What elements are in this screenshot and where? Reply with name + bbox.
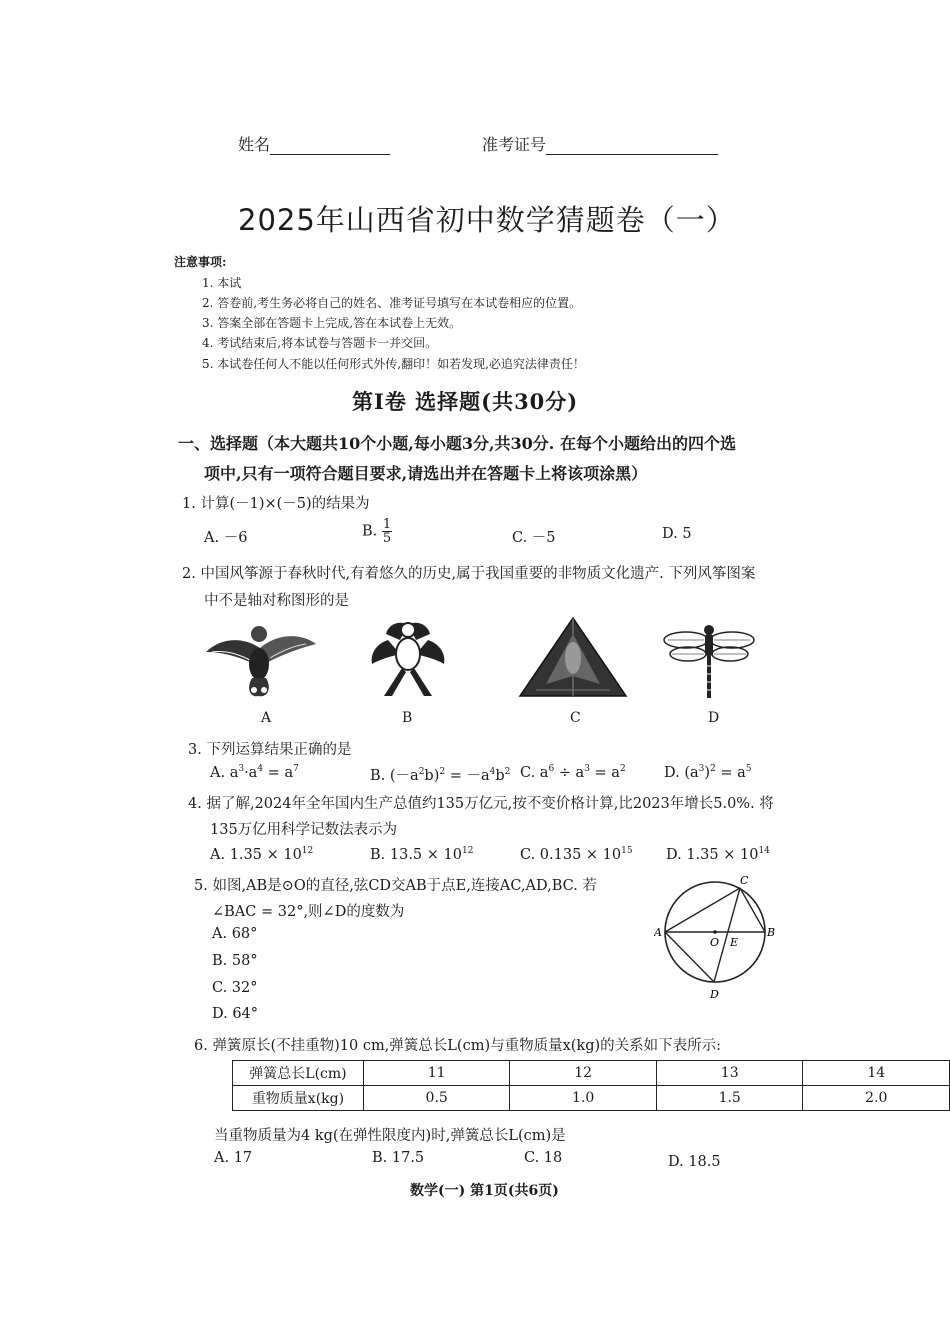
q4b-exp: 12: [461, 846, 474, 856]
table-header-mass: 重物质量x(kg): [233, 1086, 364, 1111]
figure-label-b: B: [767, 926, 776, 939]
page-footer: 数学(一) 第1页(共6页): [410, 1183, 559, 1199]
q3c-t0: C. a: [520, 764, 549, 781]
q5-line1: 5. 如图,AB是⊙O的直径,弦CD交AB于点E,连接AC,AD,BC. 若: [194, 878, 597, 894]
q3d-t0: D. (a: [664, 764, 699, 781]
table-cell: 2.0: [803, 1086, 950, 1111]
q3a-t2: ·a: [244, 764, 258, 781]
q1-b-numerator: 1: [382, 517, 392, 532]
q3-stem: 3. 下列运算结果正确的是: [188, 742, 352, 758]
kite-label-a: A: [261, 710, 272, 726]
q3d-t1: 3: [698, 764, 705, 774]
q4c-base: C. 0.135 × 10: [520, 846, 622, 863]
figure-label-d: D: [710, 988, 719, 1001]
exam-id-label: 准考证号: [482, 135, 547, 154]
q6-option-d: D. 18.5: [668, 1154, 721, 1170]
q4d-base: D. 1.35 × 10: [666, 846, 759, 863]
q1-b-denominator: 5: [382, 531, 392, 546]
q1-option-b: [362, 518, 392, 545]
notes-heading: 注意事项:: [174, 255, 227, 269]
part-one-line1: 一、选择题（本大题共10个小题,每小题3分,共30分. 在每个小题给出的四个选: [178, 434, 736, 453]
q3b-t7: 2: [504, 767, 511, 778]
q3-option-c: [520, 764, 626, 781]
q4-option-d: [666, 846, 770, 863]
table-cell: 0.5: [363, 1086, 510, 1111]
q3b-t4: = －a: [445, 768, 490, 784]
circle-figure: [654, 868, 780, 1004]
q1-option-a: A. －6: [204, 530, 248, 546]
q3-option-a: [210, 764, 299, 781]
figure-label-o: O: [710, 936, 720, 949]
table-header-length: 弹簧总长L(cm): [233, 1061, 364, 1086]
q4-line1: 4. 据了解,2024年全年国内生产总值约135万亿元,按不变价格计算,比2023年增长5.0%. 将: [188, 796, 774, 812]
q3a-t0: A. a: [210, 764, 239, 781]
q4b-base: B. 13.5 × 10: [370, 846, 462, 863]
q4a-base: A. 1.35 × 10: [210, 846, 302, 863]
exam-id-field: [482, 132, 718, 155]
q3b-t6: b: [495, 768, 505, 784]
q3c-t2: ÷ a: [554, 764, 585, 781]
note-5: 5. 本试卷任何人不能以任何形式外传,翻印！如若发现,必追究法律责任！: [202, 357, 585, 371]
figure-label-c: C: [740, 874, 749, 887]
q3d-t4: = a: [715, 764, 746, 781]
table-row: [233, 1061, 950, 1086]
q5-option-b: B. 58°: [212, 953, 258, 969]
q3c-t5: 2: [619, 764, 626, 774]
note-1: 1. 本试: [202, 276, 242, 290]
figure-label-a: A: [654, 926, 662, 939]
q5-option-d: D. 64°: [212, 1006, 259, 1022]
q3a-t4: = a: [263, 764, 294, 781]
name-label: 姓名: [238, 135, 271, 154]
note-4: 4. 考试结束后,将本试卷与答题卡一并交回。: [202, 336, 438, 350]
table-cell: 1.0: [510, 1086, 657, 1111]
spring-table: [232, 1060, 950, 1111]
q6-stem: 6. 弹簧原长(不挂重物)10 cm,弹簧总长L(cm)与重物质量x(kg)的关系如下表所示:: [194, 1038, 722, 1054]
q3d-t2: ): [704, 764, 711, 781]
table-row: [233, 1086, 950, 1111]
q1-option-c: C. －5: [512, 530, 556, 546]
part-one-line2: 项中,只有一项符合题目要求,请选出并在答题卡上将该项涂黑）: [204, 464, 648, 483]
q5-option-c: C. 32°: [212, 980, 258, 996]
q1-option-d: D. 5: [662, 526, 692, 542]
q4-option-c: [520, 846, 633, 863]
table-cell: 13: [656, 1061, 803, 1086]
kite-label-d: D: [708, 710, 720, 726]
q4-option-b: [370, 846, 473, 863]
q6-option-b: B. 17.5: [372, 1150, 425, 1166]
q1-stem: 1. 计算(－1)×(－5)的结果为: [182, 496, 370, 512]
q3b-t0: B. (－a: [370, 768, 419, 784]
kite-d-image: [662, 620, 756, 700]
q3a-t5: 7: [293, 764, 299, 774]
figure-label-e: E: [730, 936, 739, 949]
q3b-t5: 4: [489, 767, 496, 778]
q3-option-b: [370, 764, 510, 785]
q3d-t3: 2: [710, 764, 716, 774]
kite-a-image: [202, 618, 318, 700]
q1-option-b-prefix: B.: [362, 523, 378, 540]
q2-line2: 中不是轴对称图形的是: [204, 593, 349, 609]
section-title: 第Ⅰ卷 选择题(共30分): [352, 389, 579, 414]
q4-line2: 135万亿用科学记数法表示为: [210, 822, 398, 838]
q3b-t1: 2: [418, 767, 425, 778]
note-3: 3. 答案全部在答题卡上完成,答在本试卷上无效。: [202, 316, 462, 330]
q5-option-a: A. 68°: [212, 926, 258, 942]
q4c-exp: 15: [621, 846, 633, 856]
q6-option-a: A. 17: [214, 1150, 253, 1166]
q6-option-c: C. 18: [524, 1150, 563, 1166]
kite-label-c: C: [570, 710, 581, 726]
q3a-t1: 3: [238, 764, 245, 774]
q5-line2: ∠BAC = 32°,则∠D的度数为: [212, 904, 405, 920]
kite-label-b: B: [402, 710, 413, 726]
table-cell: 1.5: [656, 1086, 803, 1111]
q6-question: 当重物质量为4 kg(在弹性限度内)时,弹簧总长L(cm)是: [214, 1128, 566, 1144]
q3b-t2: b): [424, 768, 440, 784]
q3-option-d: [664, 764, 752, 781]
q3c-t3: 3: [584, 764, 590, 774]
exam-id-blank: [546, 136, 718, 155]
kite-c-image: [516, 614, 630, 700]
q3d-t5: 5: [745, 764, 752, 774]
q3c-t4: = a: [589, 764, 620, 781]
page-title: 2025年山西省初中数学猜题卷（一）: [238, 203, 736, 237]
q3a-t3: 4: [257, 764, 264, 774]
q3b-t3: 2: [439, 767, 446, 778]
name-blank: [270, 136, 390, 155]
q1-option-b-fraction: [382, 518, 392, 545]
name-field: [238, 132, 390, 155]
table-cell: 14: [803, 1061, 950, 1086]
table-cell: 12: [510, 1061, 657, 1086]
kite-b-image: [366, 614, 450, 700]
q4-option-a: [210, 846, 313, 863]
q4a-exp: 12: [301, 846, 314, 856]
table-cell: 11: [363, 1061, 510, 1086]
q2-line1: 2. 中国风筝源于春秋时代,有着悠久的历史,属于我国重要的非物质文化遗产. 下列风筝图案: [182, 566, 756, 582]
q4d-exp: 14: [758, 846, 770, 856]
note-2: 2. 答卷前,考生务必将自己的姓名、准考证号填写在本试卷相应的位置。: [202, 296, 582, 310]
q3c-t1: 6: [548, 764, 555, 774]
